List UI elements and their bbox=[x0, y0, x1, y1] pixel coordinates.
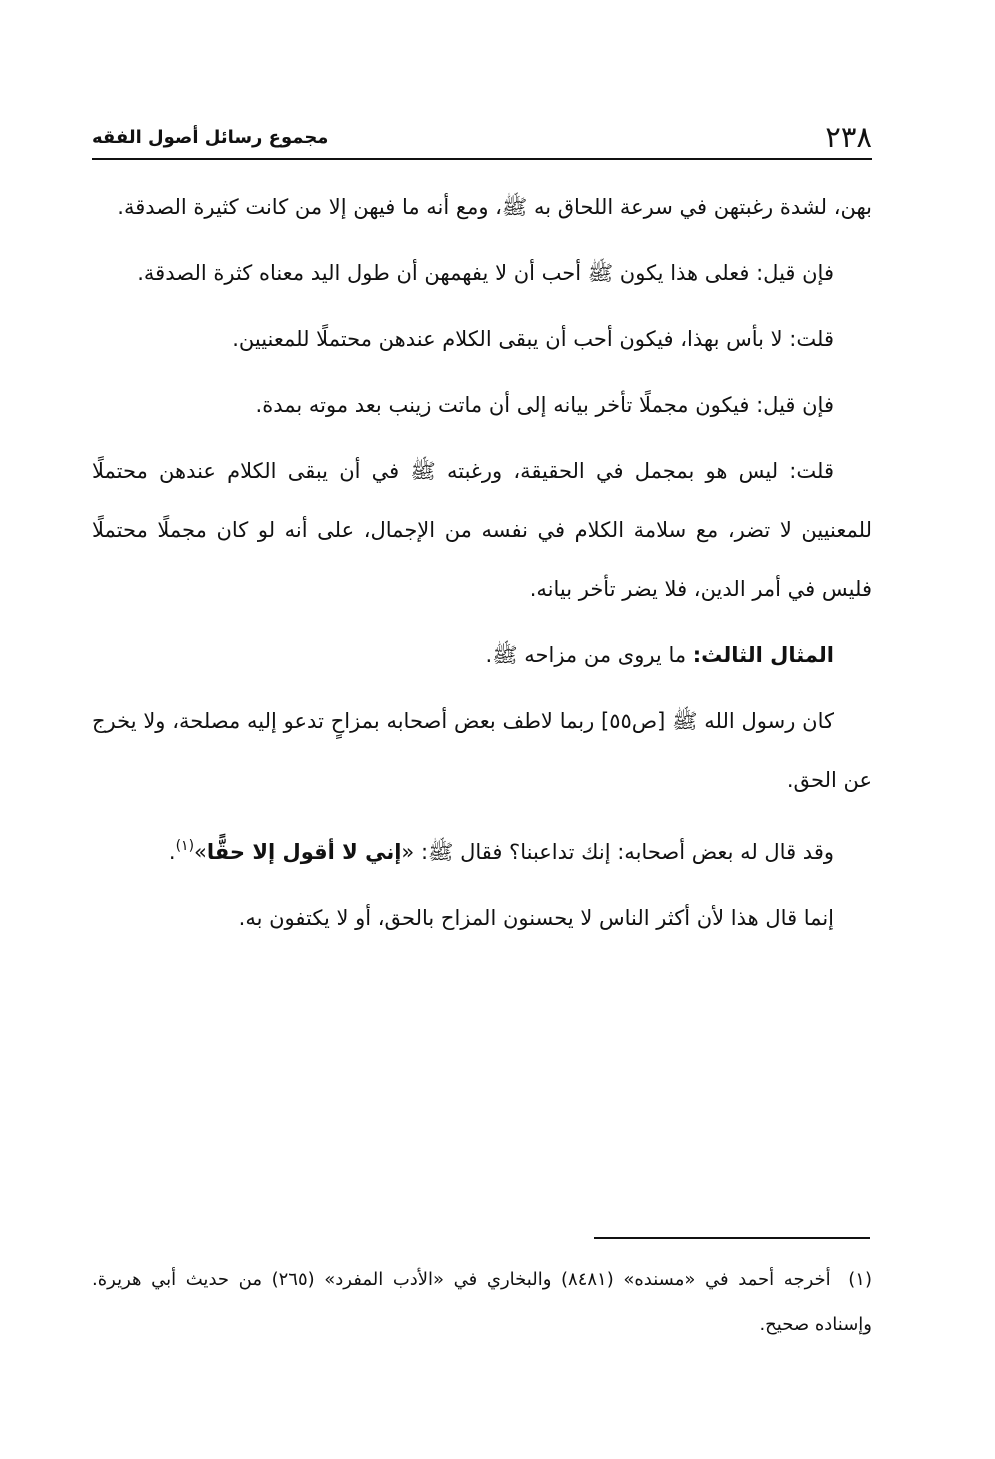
footnote-text: أخرجه أحمد في «مسنده» (٨٤٨١) والبخاري في «الأدب المفرد» (٢٦٥) من حديث أبي هريرة. وإسناده صحيح. bbox=[92, 1269, 872, 1335]
header-divider bbox=[92, 158, 872, 160]
paragraph-7: كان رسول الله ﷺ [ص٥٥] ربما لاطف بعض أصحابه بمزاحٍ تدعو إليه مصلحة، ولا يخرج عن الحق. bbox=[92, 709, 872, 792]
paragraph-9: إنما قال هذا لأن أكثر الناس لا يحسنون المزاح بالحق، أو لا يكتفون به. bbox=[238, 906, 834, 930]
quote-close-mark: » bbox=[194, 840, 207, 864]
quote-end-punctuation: . bbox=[168, 840, 176, 864]
section-example-text: ما يروى من مزاحه ﷺ. bbox=[485, 643, 687, 667]
paragraph-4: فإن قيل: فيكون مجملًا تأخر بيانه إلى أن ماتت زينب بعد موته بمدة. bbox=[255, 393, 834, 417]
page-header bbox=[92, 118, 872, 160]
paragraph-5: قلت: ليس هو بمجمل في الحقيقة، ورغبته ﷺ في أن يبقى الكلام عندهن محتملًا للمعنيين لا تضر، مع سلامة الكلام في نفسه من الإجمال، على أنه لو كان مجملًا محتملًا فليس في أمر الدين، فلا يضر تأخر بيانه. bbox=[92, 459, 872, 601]
paragraph-1: بهن، لشدة رغبتهن في سرعة اللحاق به ﷺ، ومع أنه ما فيهن إلا من كانت كثيرة الصدقة. bbox=[117, 195, 872, 219]
footnote-divider bbox=[594, 1237, 870, 1239]
section-example-heading: المثال الثالث: bbox=[692, 643, 834, 667]
running-title: مجموع رسائل أصول الفقه bbox=[92, 127, 329, 148]
quote-introduction: وقد قال له بعض أصحابه: إنك تداعبنا؟ فقال ﷺ: « bbox=[401, 840, 834, 864]
footnote-reference: (١) bbox=[175, 838, 195, 854]
footnote-number: (١) bbox=[848, 1269, 872, 1290]
page-number: ٢٣٨ bbox=[825, 120, 872, 154]
prophetic-quote: إني لا أقول إلا حقًّا bbox=[206, 840, 402, 864]
main-text-block bbox=[92, 178, 872, 955]
paragraph-3: قلت: لا بأس بهذا، فيكون أحب أن يبقى الكلام عندهن محتملًا للمعنيين. bbox=[232, 327, 834, 351]
paragraph-8 bbox=[92, 817, 872, 882]
paragraph-6 bbox=[92, 626, 872, 685]
footnote-block bbox=[92, 1257, 872, 1347]
paragraph-2: فإن قيل: فعلى هذا يكون ﷺ أحب أن لا يفهمهن أن طول اليد معناه كثرة الصدقة. bbox=[137, 261, 834, 285]
